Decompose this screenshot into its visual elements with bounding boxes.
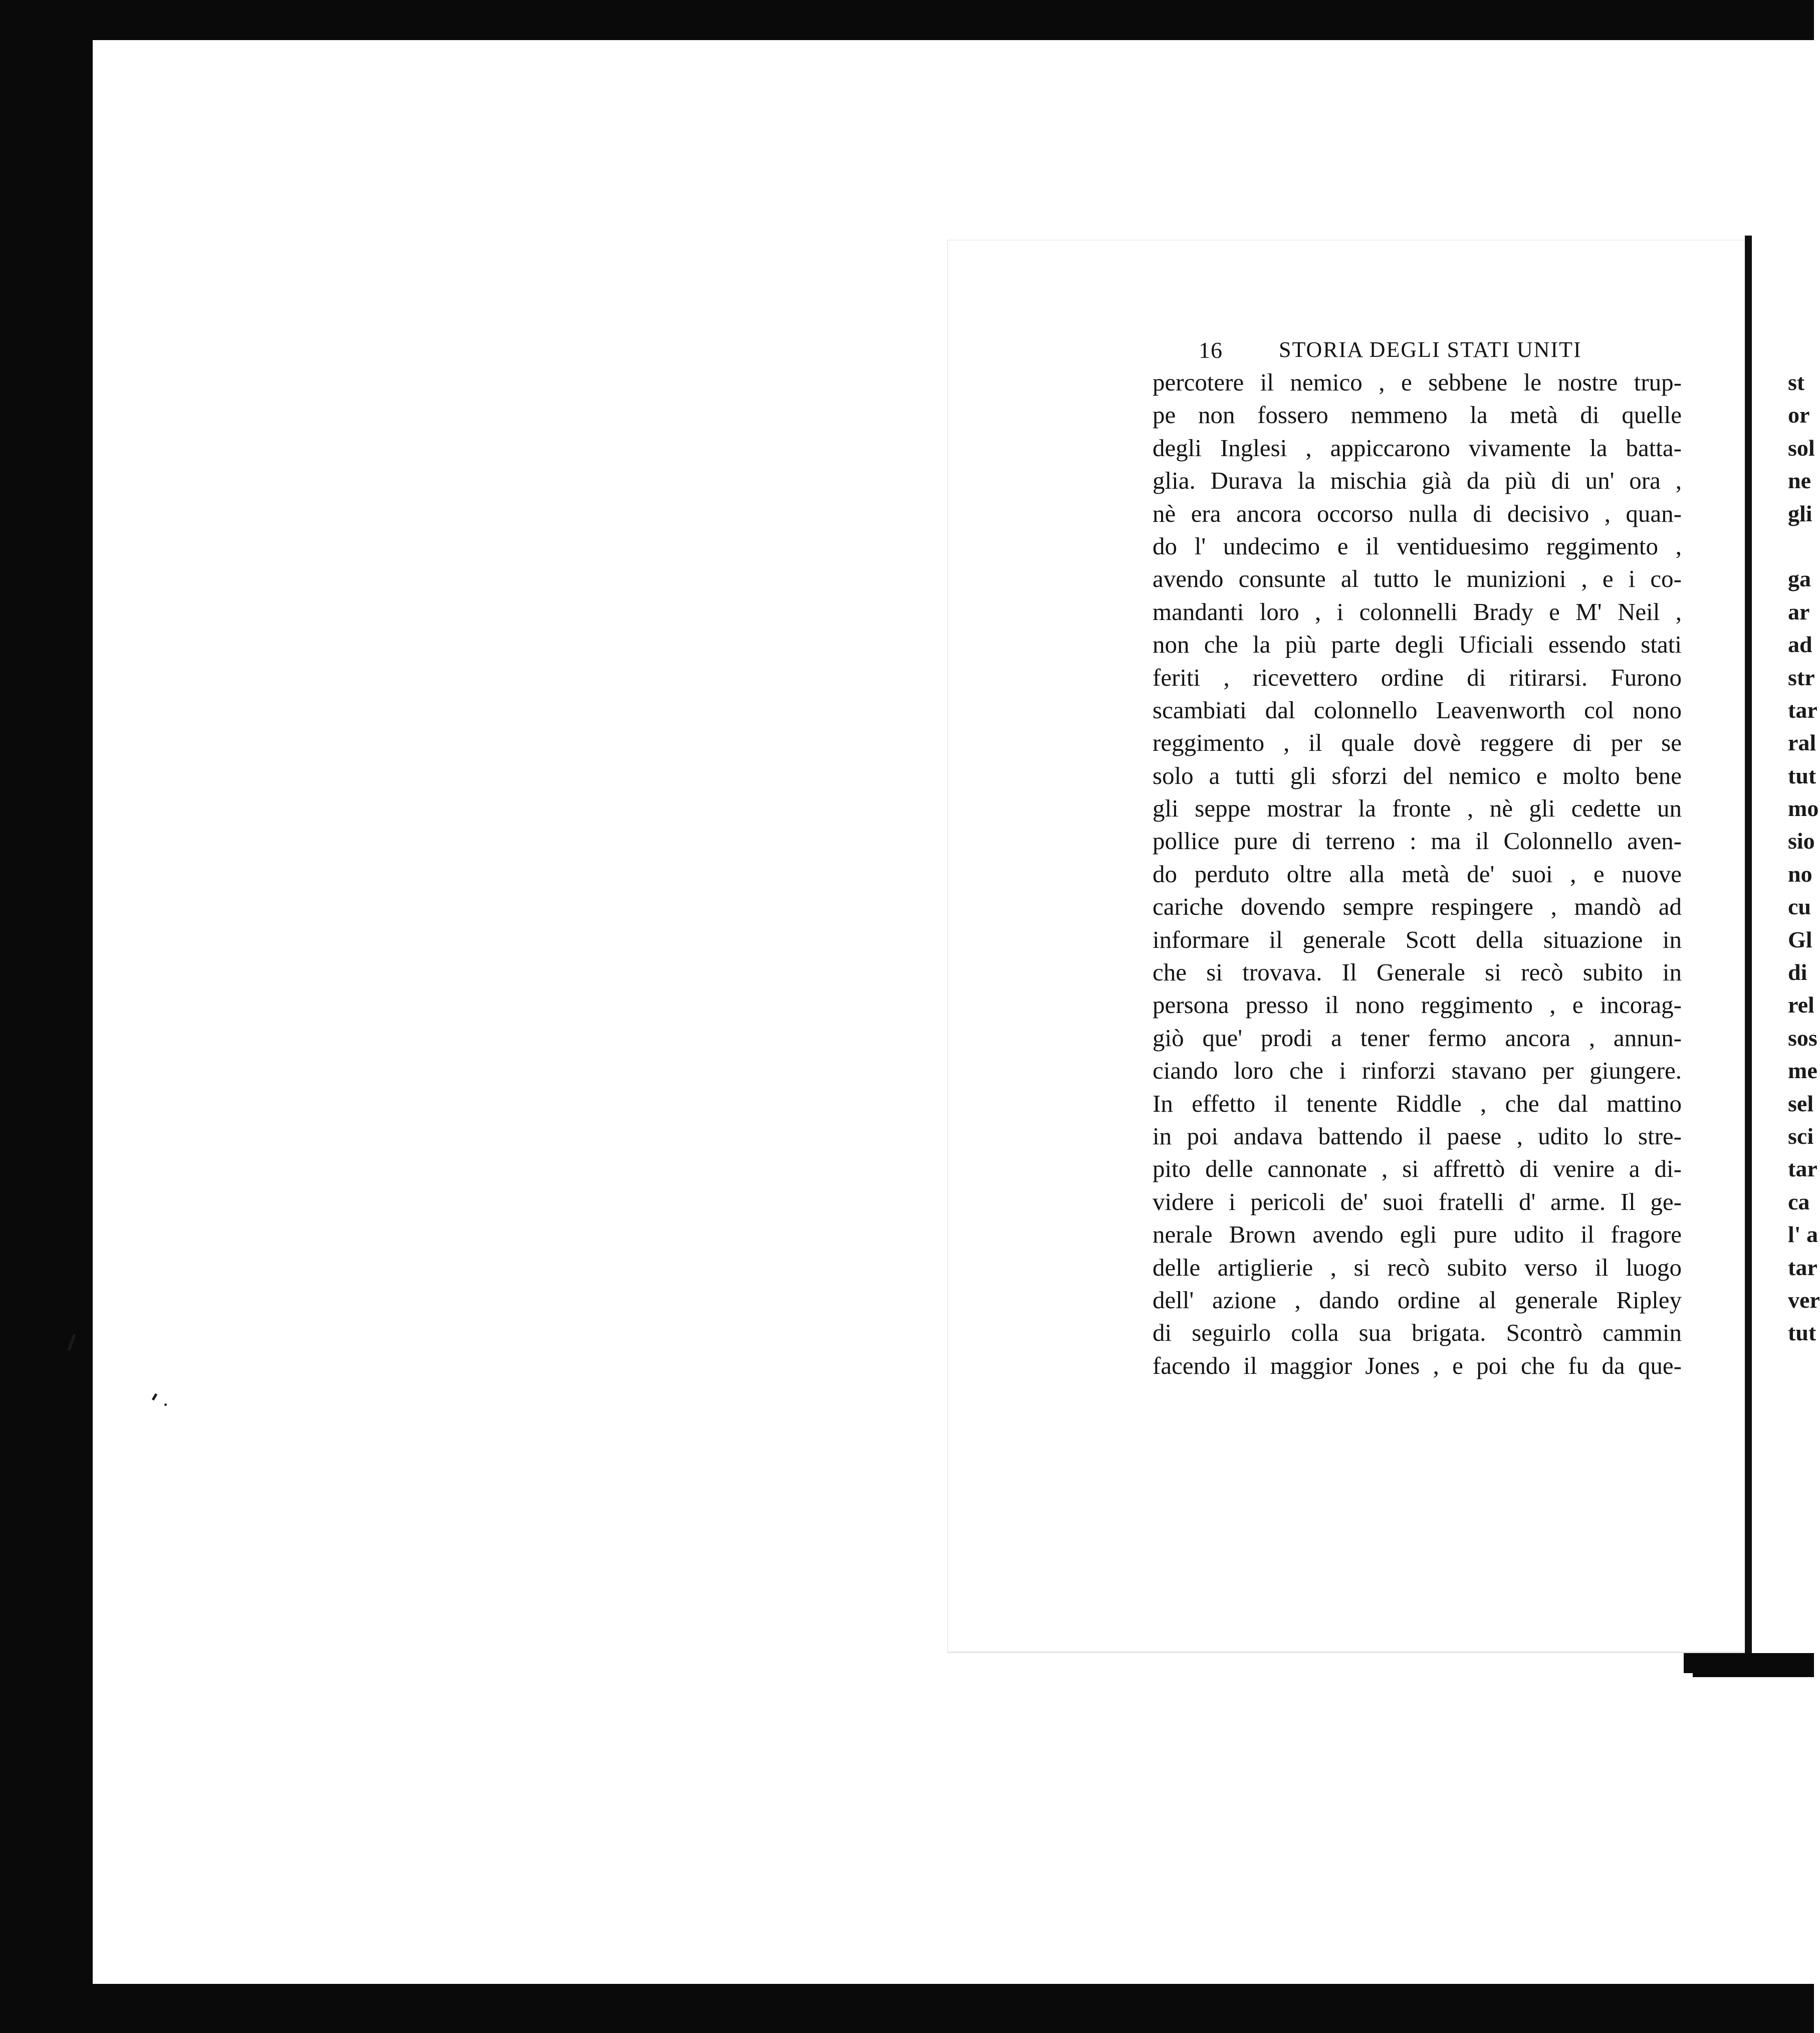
text-line: In effetto il tenente Riddle , che dal mattino xyxy=(1153,1089,1682,1117)
text-line: degli Inglesi , appiccarono vivamente la batta- xyxy=(1153,434,1682,462)
fragment-line: tar xyxy=(1788,697,1817,723)
fragment-line: sio xyxy=(1788,828,1815,854)
fragment-line: sol xyxy=(1788,435,1815,461)
fragment-line: ga xyxy=(1788,566,1811,592)
text-line: do l' undecimo e il ventiduesimo reggimento , xyxy=(1153,532,1682,560)
margin-mark xyxy=(164,1403,167,1406)
text-line: nè era ancora occorso nulla di decisivo , quan- xyxy=(1153,499,1682,527)
fragment-line: sci xyxy=(1788,1123,1814,1149)
text-line: mandanti loro , i colonnelli Brady e M' Neil , xyxy=(1153,597,1682,626)
fragment-line: st xyxy=(1788,369,1805,395)
fragment-line: ad xyxy=(1788,632,1812,658)
text-line: in poi andava battendo il paese , udito lo stre- xyxy=(1153,1122,1682,1150)
fragment-line: mo xyxy=(1788,795,1819,822)
text-line: non che la più parte degli Uficiali essendo stati xyxy=(1153,631,1682,659)
fragment-line: ca xyxy=(1788,1188,1810,1214)
next-page-fragment xyxy=(1788,366,1818,1349)
fragment-line xyxy=(1788,530,1818,562)
fragment-line: ne xyxy=(1788,468,1811,494)
fragment-line: Gl xyxy=(1788,926,1812,952)
fragment-line: sel xyxy=(1788,1090,1814,1116)
text-line: videre i pericoli de' suoi fratelli d' arme. Il ge- xyxy=(1153,1187,1682,1215)
text-line: pe non fossero nemmeno la metà di quelle xyxy=(1153,401,1682,429)
text-line: dell' azione , dando ordine al generale Ripley xyxy=(1153,1286,1682,1314)
scan-border-left xyxy=(28,0,93,2033)
text-line: persona presso il nono reggimento , e incorag- xyxy=(1153,991,1682,1019)
text-line: gli seppe mostrar la fronte , nè gli cedette un xyxy=(1153,794,1682,823)
fragment-line: gli xyxy=(1788,500,1812,526)
fragment-line: no xyxy=(1788,861,1812,887)
text-line: facendo il maggior Jones , e poi che fu da que- xyxy=(1153,1351,1682,1379)
text-line: glia. Durava la mischia già da più di un' ora , xyxy=(1153,467,1682,495)
running-title: STORIA DEGLI STATI UNITI xyxy=(1279,337,1582,362)
text-line: reggimento , il quale dovè reggere di per se xyxy=(1153,729,1682,757)
text-line: delle artiglierie , si recò subito verso il luogo xyxy=(1153,1253,1682,1281)
text-line: cariche dovendo sempre respingere , mandò ad xyxy=(1153,893,1682,921)
page-gutter-edge xyxy=(1745,236,1752,1657)
fragment-line: l' a xyxy=(1788,1222,1818,1248)
fragment-line: ar xyxy=(1788,598,1810,625)
fragment-line: tar xyxy=(1788,1254,1817,1280)
fragment-line: cu xyxy=(1788,894,1811,920)
fragment-line: rel xyxy=(1788,992,1814,1018)
text-line: ciando loro che i rinforzi stavano per giungere. xyxy=(1153,1057,1682,1085)
fragment-line: tut xyxy=(1788,1320,1816,1346)
text-line: percotere il nemico , e sebbene le nostre trup- xyxy=(1153,368,1682,396)
margin-mark xyxy=(152,1393,157,1401)
text-line: feriti , ricevettero ordine di ritirarsi. Furono xyxy=(1153,663,1682,691)
fragment-line: me xyxy=(1788,1058,1817,1084)
text-line: nerale Brown avendo egli pure udito il fragore xyxy=(1153,1221,1682,1249)
text-line: di seguirlo colla sua brigata. Scontrò cammin xyxy=(1153,1319,1682,1347)
fragment-line: tar xyxy=(1788,1156,1817,1182)
fragment-line: or xyxy=(1788,402,1810,428)
text-line: che si trovava. Il Generale si recò subito in xyxy=(1153,958,1682,986)
text-line: pito delle cannonate , si affrettò di venire a di- xyxy=(1153,1155,1682,1183)
text-line: do perduto oltre alla metà de' suoi , e nuove xyxy=(1153,860,1682,888)
text-line: scambiati dal colonnello Leavenworth col nono xyxy=(1153,696,1682,724)
body-text xyxy=(1153,366,1682,1382)
running-head xyxy=(1199,337,1700,367)
fragment-line: ral xyxy=(1788,730,1816,756)
scan-border-top xyxy=(0,0,1814,40)
text-line: giò que' prodi a tener fermo ancora , annun- xyxy=(1153,1024,1682,1052)
scan-border-bottom xyxy=(0,1984,1814,2033)
page-number: 16 xyxy=(1199,337,1223,363)
page-bottom-shadow xyxy=(1693,1667,1814,1677)
fragment-line: tut xyxy=(1788,762,1816,788)
fragment-line: di xyxy=(1788,959,1807,985)
text-line: avendo consunte al tutto le munizioni , e i co- xyxy=(1153,565,1682,593)
text-line: pollice pure di terreno : ma il Colonnello aven- xyxy=(1153,827,1682,855)
fragment-line: sos xyxy=(1788,1025,1817,1051)
fragment-line: ver xyxy=(1788,1287,1820,1313)
fragment-line: str xyxy=(1788,664,1815,690)
text-line: solo a tutti gli sforzi del nemico e molto bene xyxy=(1153,761,1682,789)
text-line: informare il generale Scott della situazione in xyxy=(1153,925,1682,953)
